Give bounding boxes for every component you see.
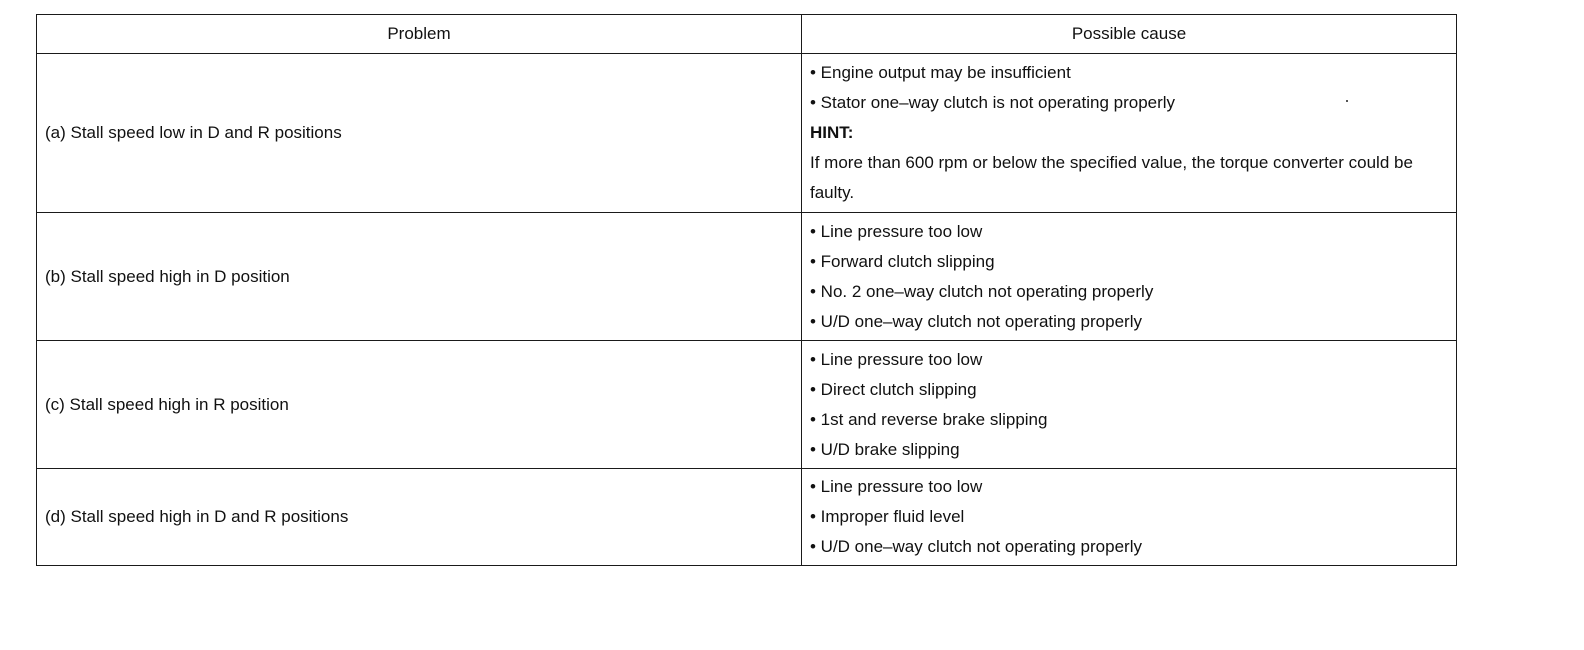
cause-item: • Line pressure too low [810, 349, 983, 369]
table-row [37, 469, 1457, 566]
problem-cell: (d) Stall speed high in D and R positions [37, 469, 802, 566]
problem-cell: (c) Stall speed high in R position [37, 341, 802, 469]
cause-item: • Direct clutch slipping [810, 379, 977, 399]
cause-item: • 1st and reverse brake slipping [810, 409, 1048, 429]
hint-text: If more than 600 rpm or below the specified value, the torque converter could be faulty. [810, 153, 1413, 202]
cause-item: • Improper fluid level [810, 507, 965, 526]
cause-item: • U/D brake slipping [810, 439, 960, 459]
problem-column-header: Problem [37, 15, 802, 54]
table-row [37, 213, 1457, 341]
cause-item: • Engine output may be insufficient [810, 63, 1071, 82]
hint-label: HINT: [810, 123, 854, 142]
possible-cause-column-header: Possible cause [802, 15, 1457, 54]
header-row [37, 15, 1457, 54]
cause-item: • No. 2 one–way clutch not operating properly [810, 281, 1154, 301]
cause-item: • U/D one–way clutch not operating properly [810, 311, 1142, 331]
possible-cause-cell [802, 213, 1457, 341]
problem-cell: (b) Stall speed high in D position [37, 213, 802, 341]
cause-item: • Stator one–way clutch is not operating properly [810, 93, 1176, 112]
cause-item: • Forward clutch slipping [810, 251, 995, 271]
cause-item: • Line pressure too low [810, 221, 983, 241]
cause-item: • Line pressure too low [810, 477, 983, 496]
possible-cause-cell [802, 54, 1457, 213]
table-row [37, 54, 1457, 213]
table-row [37, 341, 1457, 469]
possible-cause-cell [802, 469, 1457, 566]
problem-cell: (a) Stall speed low in D and R positions [37, 54, 802, 213]
stall-speed-troubleshooting-table [36, 14, 1457, 566]
cause-item: • U/D one–way clutch not operating properly [810, 537, 1142, 556]
possible-cause-cell [802, 341, 1457, 469]
scan-speck [1346, 100, 1348, 102]
